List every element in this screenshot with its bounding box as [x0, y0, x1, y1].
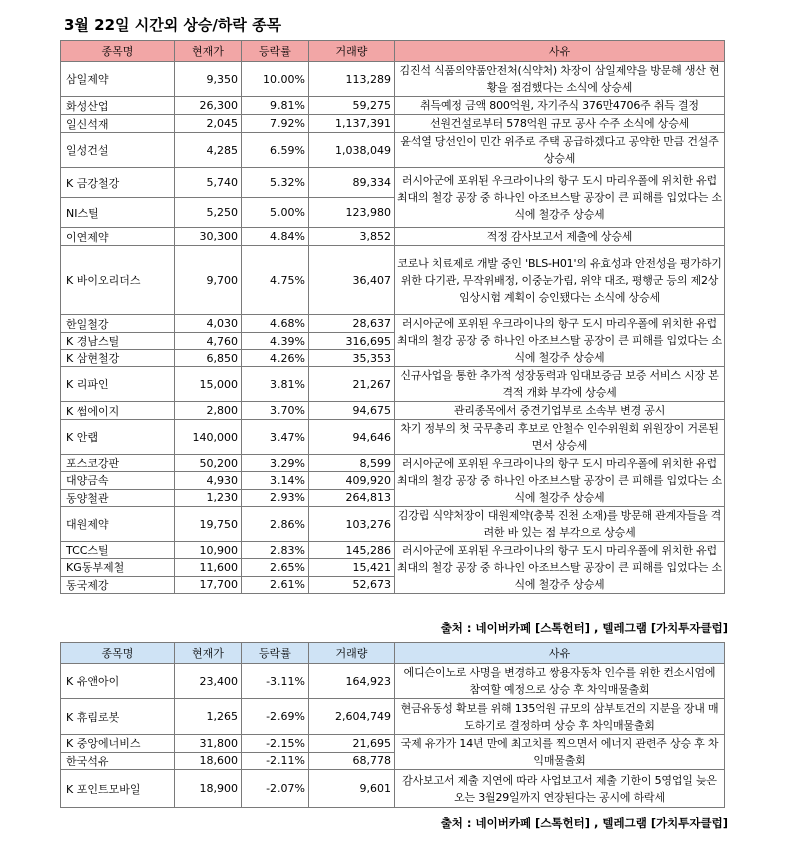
reason-text: 김진석 식품의약품안전처(식약처) 차장이 삼일제약을 방문해 생산 현황을 점검했다는 소식에 상승세 — [395, 62, 725, 97]
change-rate: -2.07% — [242, 770, 309, 808]
table-row — [61, 402, 725, 420]
trade-volume: 68,778 — [309, 752, 395, 770]
table-row — [61, 735, 725, 753]
stock-name: 일신석재 — [61, 115, 175, 133]
trade-volume: 316,695 — [309, 333, 395, 350]
change-rate: 2.61% — [242, 576, 309, 593]
stock-name: K 금강철강 — [61, 168, 175, 198]
stock-name: K 유앤아이 — [61, 664, 175, 699]
page-title: 3월 22일 시간외 상승/하락 종목 — [64, 16, 282, 34]
change-rate: 2.83% — [242, 542, 309, 559]
current-price: 4,760 — [175, 333, 242, 350]
change-rate: 4.84% — [242, 228, 309, 246]
table-row — [61, 367, 725, 402]
reason-text: 국제 유가가 14년 만에 최고치를 찍으면서 에너지 관련주 상승 후 차익매물출회 — [395, 735, 725, 770]
current-price: 9,700 — [175, 246, 242, 315]
rising-table — [60, 40, 725, 594]
trade-volume: 264,813 — [309, 489, 395, 506]
header-price: 현재가 — [175, 643, 242, 664]
change-rate: 3.47% — [242, 420, 309, 455]
table-row — [61, 542, 725, 559]
trade-volume: 9,601 — [309, 770, 395, 808]
change-rate: 10.00% — [242, 62, 309, 97]
header-reason: 사유 — [395, 643, 725, 664]
stock-name: K 썸에이지 — [61, 402, 175, 420]
current-price: 18,600 — [175, 752, 242, 770]
change-rate: -2.15% — [242, 735, 309, 753]
stock-name: TCC스틸 — [61, 542, 175, 559]
change-rate: 2.93% — [242, 489, 309, 506]
stock-name: K 휴림로봇 — [61, 699, 175, 735]
trade-volume: 1,137,391 — [309, 115, 395, 133]
source-note: 출처 : 네이버카페 [스톡헌터] , 텔레그램 [가치투자클럽] — [440, 621, 728, 635]
table-row — [61, 246, 725, 315]
reason-text: 코로나 치료제로 개발 중인 'BLS-H01'의 유효성과 안전성을 평가하기 위한 다기관, 무작위배정, 이중눈가림, 위약 대조, 평행군 등의 제2상 임상시험 계획이 승인됐다는 소식에 상승세 — [395, 246, 725, 315]
change-rate: 5.00% — [242, 198, 309, 228]
header-change: 등락률 — [242, 643, 309, 664]
stock-name: 한일철강 — [61, 315, 175, 333]
reason-text: 적정 감사보고서 제출에 상승세 — [395, 228, 725, 246]
header-change: 등락률 — [242, 41, 309, 62]
falling-table — [60, 642, 725, 808]
table-row — [61, 455, 725, 472]
current-price: 30,300 — [175, 228, 242, 246]
table-row — [61, 770, 725, 808]
change-rate: 4.75% — [242, 246, 309, 315]
stock-name: 일성건설 — [61, 133, 175, 168]
reason-text: 관리종목에서 중견기업부로 소속부 변경 공시 — [395, 402, 725, 420]
reason-text: 윤석열 당선인이 민간 위주로 주택 공급하겠다고 공약한 만큼 건설주 상승세 — [395, 133, 725, 168]
stock-name: 대양금속 — [61, 472, 175, 489]
change-rate: 9.81% — [242, 97, 309, 115]
stock-name: 포스코강판 — [61, 455, 175, 472]
trade-volume: 28,637 — [309, 315, 395, 333]
trade-volume: 113,289 — [309, 62, 395, 97]
stock-name: K 경남스틸 — [61, 333, 175, 350]
change-rate: 4.26% — [242, 350, 309, 367]
header-name: 종목명 — [61, 41, 175, 62]
trade-volume: 94,646 — [309, 420, 395, 455]
header-reason: 사유 — [395, 41, 725, 62]
trade-volume: 89,334 — [309, 168, 395, 198]
trade-volume: 59,275 — [309, 97, 395, 115]
current-price: 2,045 — [175, 115, 242, 133]
reason-text: 러시아군에 포위된 우크라이나의 항구 도시 마리우폴에 위치한 유럽 최대의 철강 공장 중 하나인 아조브스탈 공장이 큰 피해를 입었다는 소식에 철강주 상승세 — [395, 455, 725, 507]
reason-text: 선원건설로부터 578억원 규모 공사 수주 소식에 상승세 — [395, 115, 725, 133]
stock-name: NI스틸 — [61, 198, 175, 228]
change-rate: 3.81% — [242, 367, 309, 402]
current-price: 10,900 — [175, 542, 242, 559]
header-price: 현재가 — [175, 41, 242, 62]
change-rate: 5.32% — [242, 168, 309, 198]
current-price: 2,800 — [175, 402, 242, 420]
trade-volume: 35,353 — [309, 350, 395, 367]
trade-volume: 3,852 — [309, 228, 395, 246]
change-rate: 3.70% — [242, 402, 309, 420]
table-row — [61, 420, 725, 455]
current-price: 4,030 — [175, 315, 242, 333]
stock-name: K 포인트모바일 — [61, 770, 175, 808]
header-volume: 거래량 — [309, 41, 395, 62]
stock-name: 삼일제약 — [61, 62, 175, 97]
change-rate: 6.59% — [242, 133, 309, 168]
trade-volume: 409,920 — [309, 472, 395, 489]
change-rate: 2.86% — [242, 507, 309, 542]
trade-volume: 52,673 — [309, 576, 395, 593]
change-rate: 7.92% — [242, 115, 309, 133]
stock-name: 이연제약 — [61, 228, 175, 246]
reason-text: 차기 정부의 첫 국무총리 후보로 안철수 인수위원회 위원장이 거론된면서 상승세 — [395, 420, 725, 455]
current-price: 15,000 — [175, 367, 242, 402]
table-row — [61, 168, 725, 198]
trade-volume: 21,267 — [309, 367, 395, 402]
reason-text: 취득예정 금액 800억원, 자기주식 376만4706주 취득 결정 — [395, 97, 725, 115]
current-price: 23,400 — [175, 664, 242, 699]
reason-text: 김강립 식약처장이 대원제약(충북 진천 소재)를 방문해 관계자들을 격려한 바 있는 점 부각으로 상승세 — [395, 507, 725, 542]
current-price: 17,700 — [175, 576, 242, 593]
table-row — [61, 133, 725, 168]
current-price: 4,285 — [175, 133, 242, 168]
stock-name: 동국제강 — [61, 576, 175, 593]
current-price: 26,300 — [175, 97, 242, 115]
current-price: 9,350 — [175, 62, 242, 97]
table-row — [61, 315, 725, 333]
trade-volume: 94,675 — [309, 402, 395, 420]
current-price: 11,600 — [175, 559, 242, 576]
stock-name: KG동부제철 — [61, 559, 175, 576]
stock-name: K 안랩 — [61, 420, 175, 455]
change-rate: -3.11% — [242, 664, 309, 699]
stock-name: 한국석유 — [61, 752, 175, 770]
current-price: 6,850 — [175, 350, 242, 367]
reason-text: 감사보고서 제출 지연에 따라 사업보고서 제출 기한이 5영업일 늦은 오는 3월29일까지 연장된다는 공시에 하락세 — [395, 770, 725, 808]
current-price: 31,800 — [175, 735, 242, 753]
stock-name: 동양철관 — [61, 489, 175, 506]
trade-volume: 36,407 — [309, 246, 395, 315]
reason-text: 러시아군에 포위된 우크라이나의 항구 도시 마리우폴에 위치한 유럽 최대의 철강 공장 중 하나인 아조브스탈 공장이 큰 피해를 입었다는 소식에 철강주 상승세 — [395, 315, 725, 367]
reason-text: 에디슨이노로 사명을 변경하고 쌍용자동차 인수를 위한 컨소시엄에 참여할 예정으로 상승 후 차익매물출회 — [395, 664, 725, 699]
header-volume: 거래량 — [309, 643, 395, 664]
reason-text: 러시아군에 포위된 우크라이나의 항구 도시 마리우폴에 위치한 유럽 최대의 철강 공장 중 하나인 아조브스탈 공장이 큰 피해를 입었다는 소식에 철강주 상승세 — [395, 542, 725, 594]
reason-text: 현금유동성 확보를 위해 135억원 규모의 삼부토건의 지분을 장내 매도하기로 결정하며 상승 후 차익매물출회 — [395, 699, 725, 735]
table-row — [61, 699, 725, 735]
trade-volume: 2,604,749 — [309, 699, 395, 735]
current-price: 50,200 — [175, 455, 242, 472]
change-rate: 3.14% — [242, 472, 309, 489]
stock-name: K 리파인 — [61, 367, 175, 402]
change-rate: -2.69% — [242, 699, 309, 735]
reason-text: 러시아군에 포위된 우크라이나의 항구 도시 마리우폴에 위치한 유럽 최대의 철강 공장 중 하나인 아조브스탈 공장이 큰 피해를 입었다는 소식에 철강주 상승세 — [395, 168, 725, 228]
current-price: 5,740 — [175, 168, 242, 198]
trade-volume: 15,421 — [309, 559, 395, 576]
current-price: 4,930 — [175, 472, 242, 489]
change-rate: 2.65% — [242, 559, 309, 576]
trade-volume: 123,980 — [309, 198, 395, 228]
trade-volume: 145,286 — [309, 542, 395, 559]
header-name: 종목명 — [61, 643, 175, 664]
table-row — [61, 507, 725, 542]
falling-header-row — [61, 643, 725, 664]
reason-text: 신규사업을 통한 추가적 성장동력과 임대보증금 보증 서비스 시장 본격적 개화 부각에 상승세 — [395, 367, 725, 402]
current-price: 1,265 — [175, 699, 242, 735]
stock-name: K 삼현철강 — [61, 350, 175, 367]
table-row — [61, 115, 725, 133]
stock-name: K 바이오리더스 — [61, 246, 175, 315]
current-price: 1,230 — [175, 489, 242, 506]
trade-volume: 164,923 — [309, 664, 395, 699]
table-row — [61, 97, 725, 115]
rising-header-row — [61, 41, 725, 62]
stock-name: 대원제약 — [61, 507, 175, 542]
current-price: 19,750 — [175, 507, 242, 542]
change-rate: 3.29% — [242, 455, 309, 472]
table-row — [61, 62, 725, 97]
trade-volume: 103,276 — [309, 507, 395, 542]
table-row — [61, 228, 725, 246]
trade-volume: 1,038,049 — [309, 133, 395, 168]
stock-name: 화성산업 — [61, 97, 175, 115]
source-note: 출처 : 네이버카페 [스톡헌터] , 텔레그램 [가치투자클럽] — [440, 816, 728, 830]
change-rate: 4.68% — [242, 315, 309, 333]
table-row — [61, 664, 725, 699]
trade-volume: 8,599 — [309, 455, 395, 472]
change-rate: 4.39% — [242, 333, 309, 350]
current-price: 5,250 — [175, 198, 242, 228]
current-price: 140,000 — [175, 420, 242, 455]
current-price: 18,900 — [175, 770, 242, 808]
change-rate: -2.11% — [242, 752, 309, 770]
stock-name: K 중앙에너비스 — [61, 735, 175, 753]
trade-volume: 21,695 — [309, 735, 395, 753]
